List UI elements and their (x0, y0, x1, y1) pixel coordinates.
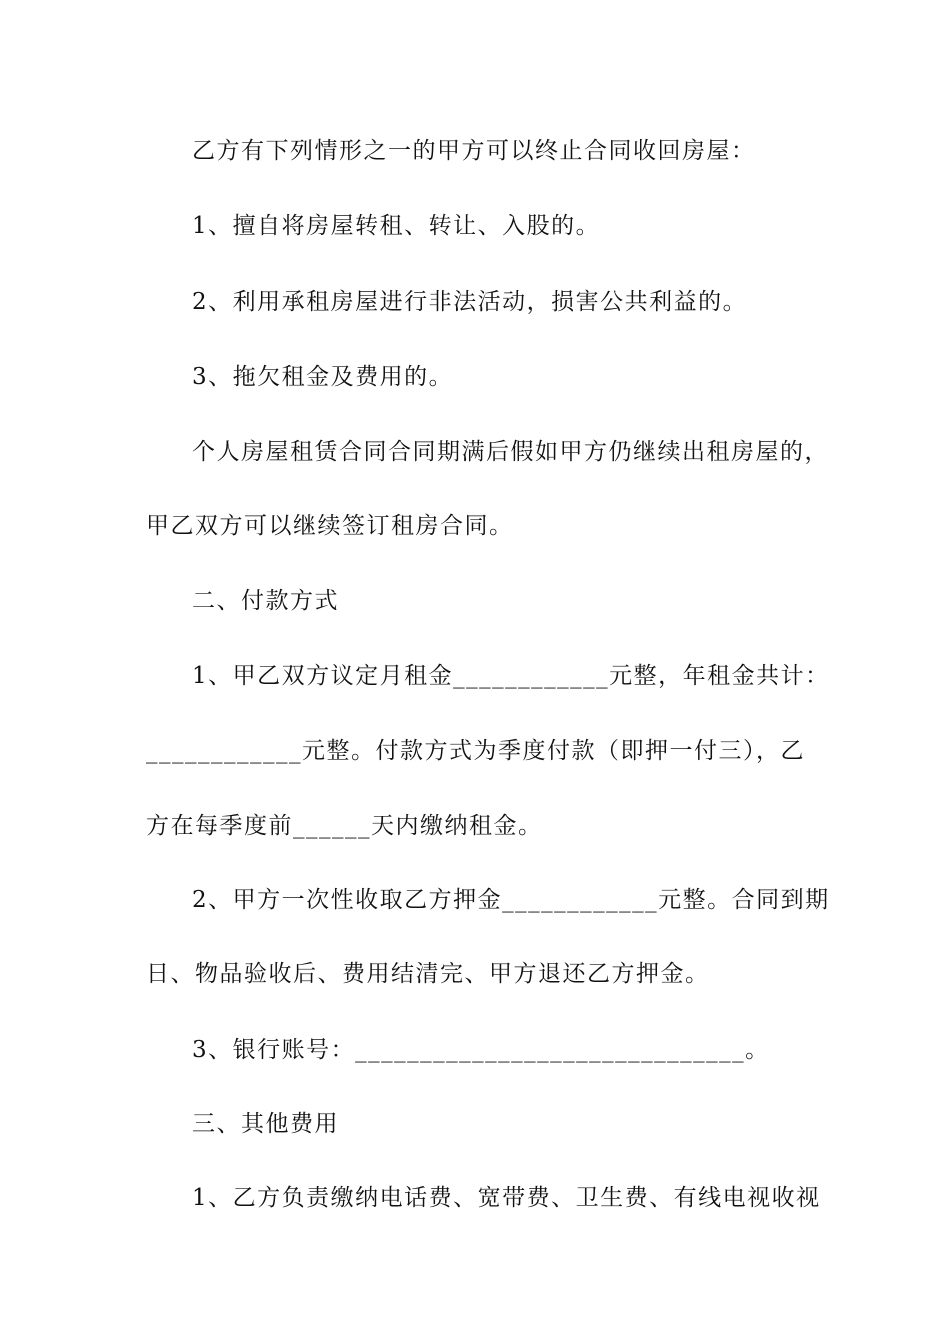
section-heading-payment: 二、付款方式 (192, 588, 339, 614)
paragraph-renewal: 个人房屋租赁合同合同期满后假如甲方仍继续出租房屋的， (192, 439, 829, 465)
clause-deposit-continued: 日、物品验收后、费用结清完、甲方退还乙方押金。 (146, 961, 710, 987)
clause-deposit: 2、甲方一次性收取乙方押金____________元整。合同到期 (192, 887, 830, 913)
clause-rent-deadline: 方在每季度前______天内缴纳租金。 (146, 813, 543, 839)
clause-bank-account: 3、银行账号：______________________________。 (192, 1037, 770, 1063)
section-heading-other-fees: 三、其他费用 (192, 1111, 339, 1137)
clause-arrears: 3、拖欠租金及费用的。 (192, 364, 454, 390)
clause-sublet: 1、擅自将房屋转租、转让、入股的。 (192, 213, 601, 239)
clause-monthly-rent-continued: ____________元整。付款方式为季度付款（即押一付三），乙 (146, 738, 805, 764)
clause-monthly-rent: 1、甲乙双方议定月租金____________元整，年租金共计： (192, 663, 830, 689)
paragraph-renewal-continued: 甲乙双方可以继续签订租房合同。 (146, 513, 514, 539)
paragraph-termination-conditions: 乙方有下列情形之一的甲方可以终止合同收回房屋： (192, 138, 756, 164)
clause-utility-fees: 1、乙方负责缴纳电话费、宽带费、卫生费、有线电视收视 (192, 1185, 821, 1211)
clause-illegal-activity: 2、利用承租房屋进行非法活动，损害公共利益的。 (192, 289, 748, 315)
